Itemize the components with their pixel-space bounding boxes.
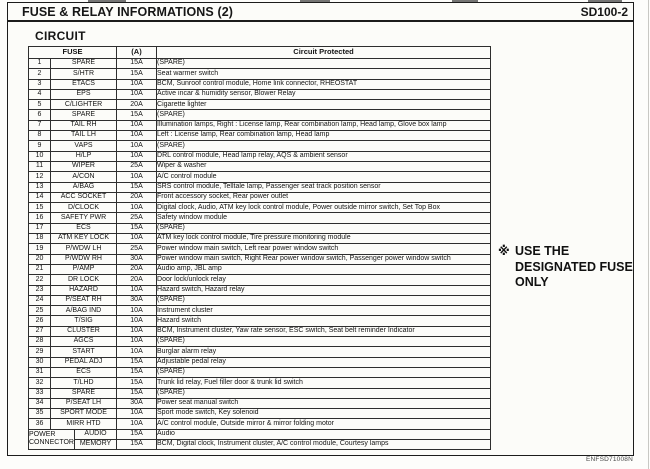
fuse-number-cell: 32: [29, 378, 51, 388]
table-header-row: [29, 47, 491, 59]
fuse-name-cell: CLUSTER: [51, 326, 117, 336]
fuse-amps-cell: 10A: [117, 337, 157, 347]
fuse-row: [29, 192, 491, 202]
fuse-number-cell: 34: [29, 398, 51, 408]
fuse-amps-cell: 25A: [117, 161, 157, 171]
fuse-number-cell: 5: [29, 100, 51, 110]
fuse-row: [29, 367, 491, 377]
fuse-name-cell: SPORT MODE: [51, 409, 117, 419]
fuse-number-cell: 22: [29, 275, 51, 285]
fuse-row: [29, 131, 491, 141]
circuit-protected-cell: Safety window module: [157, 213, 491, 223]
circuit-protected-cell: (SPARE): [157, 141, 491, 151]
fuse-name-cell: TAIL LH: [51, 131, 117, 141]
fuse-amps-cell: 15A: [117, 59, 157, 69]
fuse-row: [29, 141, 491, 151]
fuse-number-cell: 29: [29, 347, 51, 357]
fuse-amps-cell: 10A: [117, 285, 157, 295]
fuse-name-cell: SPARE: [51, 110, 117, 120]
fuse-number-cell: 35: [29, 409, 51, 419]
fuse-amps-cell: 10A: [117, 79, 157, 89]
fuse-amps-cell: 20A: [117, 100, 157, 110]
fuse-row: [29, 264, 491, 274]
power-connector-label-cell: [29, 429, 75, 450]
page-code: SD100-2: [580, 4, 628, 19]
fuse-row: [29, 213, 491, 223]
footer-code: ENFSD71008N: [586, 456, 633, 463]
page-title: FUSE & RELAY INFORMATIONS (2): [22, 4, 234, 19]
fuse-row: [29, 347, 491, 357]
fuse-name-cell: T/LHD: [51, 378, 117, 388]
circuit-protected-cell: Power window main switch, Right Rear power window switch, Passenger power window switch: [157, 254, 491, 264]
fuse-number-cell: 19: [29, 244, 51, 254]
fuse-name-cell: DR LOCK: [51, 275, 117, 285]
circuit-protected-cell: (SPARE): [157, 337, 491, 347]
circuit-protected-cell: BCM, Sunroof control module, Home link connector, RHEOSTAT: [157, 79, 491, 89]
fuse-name-cell: P/SEAT RH: [51, 295, 117, 305]
fuse-row: [29, 357, 491, 367]
fuse-number-cell: 16: [29, 213, 51, 223]
fuse-row: [29, 172, 491, 182]
circuit-protected-cell: (SPARE): [157, 367, 491, 377]
fuse-amps-cell: 15A: [117, 357, 157, 367]
fuse-number-cell: 14: [29, 192, 51, 202]
fuse-name-cell: HAZARD: [51, 285, 117, 295]
circuit-protected-cell: Illumination lamps, Right : License lamp, Rear combination lamp, Head lamp, Glove box lamp: [157, 120, 491, 130]
fuse-number-cell: 10: [29, 151, 51, 161]
fuse-row: [29, 409, 491, 419]
fuse-amps-cell: 15A: [117, 110, 157, 120]
fuse-amps-cell: 20A: [117, 264, 157, 274]
fuse-amps-cell: 10A: [117, 141, 157, 151]
page-frame: [7, 2, 634, 456]
fuse-name-cell: P/SEAT LH: [51, 398, 117, 408]
fuse-name-cell: EPS: [51, 89, 117, 99]
fuse-name-cell: T/SIG: [51, 316, 117, 326]
fuse-name-cell: ECS: [51, 367, 117, 377]
fuse-number-cell: 18: [29, 234, 51, 244]
fuse-number-cell: 6: [29, 110, 51, 120]
fuse-name-cell: A/BAG IND: [51, 306, 117, 316]
fuse-amps-cell: 15A: [117, 182, 157, 192]
fuse-number-cell: 21: [29, 264, 51, 274]
fuse-number-cell: 8: [29, 131, 51, 141]
fuse-name-cell: ETACS: [51, 79, 117, 89]
fuse-row: [29, 337, 491, 347]
fuse-number-cell: 26: [29, 316, 51, 326]
fuse-row: [29, 419, 491, 429]
fuse-number-cell: 27: [29, 326, 51, 336]
section-heading: CIRCUIT: [35, 29, 86, 43]
fuse-name-cell: SPARE: [51, 59, 117, 69]
fuse-number-cell: 4: [29, 89, 51, 99]
circuit-protected-cell: Audio: [157, 429, 491, 439]
fuse-row: [29, 234, 491, 244]
fuse-number-cell: 25: [29, 306, 51, 316]
fuse-name-cell: SPARE: [51, 388, 117, 398]
circuit-protected-cell: Trunk lid relay, Fuel filler door & trunk lid switch: [157, 378, 491, 388]
fuse-number-cell: 3: [29, 79, 51, 89]
scan-artifact: [648, 0, 649, 469]
fuse-amps-cell: 10A: [117, 409, 157, 419]
fuse-amps-cell: 10A: [117, 203, 157, 213]
fuse-row: [29, 378, 491, 388]
fuse-number-cell: 12: [29, 172, 51, 182]
fuse-row: [29, 120, 491, 130]
fuse-number-cell: 24: [29, 295, 51, 305]
fuse-name-cell: H/LP: [51, 151, 117, 161]
fuse-amps-cell: 10A: [117, 120, 157, 130]
fuse-number-cell: 9: [29, 141, 51, 151]
circuit-protected-cell: A/C control module: [157, 172, 491, 182]
fuse-amps-cell: 15A: [117, 439, 157, 449]
fuse-amps-cell: 15A: [117, 378, 157, 388]
fuse-amps-cell: 10A: [117, 131, 157, 141]
fuse-amps-cell: 15A: [117, 388, 157, 398]
fuse-row: [29, 151, 491, 161]
fuse-amps-cell: 30A: [117, 254, 157, 264]
header-amps: (A): [117, 47, 157, 59]
circuit-protected-cell: Burglar alarm relay: [157, 347, 491, 357]
fuse-row: [29, 223, 491, 233]
fuse-name-cell: TAIL RH: [51, 120, 117, 130]
power-connector-name-cell: AUDIO: [75, 429, 117, 439]
fuse-name-cell: START: [51, 347, 117, 357]
fuse-amps-cell: 10A: [117, 234, 157, 244]
fuse-amps-cell: 10A: [117, 306, 157, 316]
fuse-amps-cell: 10A: [117, 316, 157, 326]
fuse-name-cell: MIRR HTD: [51, 419, 117, 429]
fuse-name-cell: ACC SOCKET: [51, 192, 117, 202]
circuit-protected-cell: Wiper & washer: [157, 161, 491, 171]
circuit-protected-cell: Door lock/unlock relay: [157, 275, 491, 285]
fuse-row: [29, 69, 491, 79]
circuit-protected-cell: Front accessory socket, Rear power outlet: [157, 192, 491, 202]
fuse-row: [29, 398, 491, 408]
circuit-protected-cell: Adjustable pedal relay: [157, 357, 491, 367]
note-line: USE THE: [515, 244, 570, 258]
circuit-protected-cell: DRL control module, Head lamp relay, AQS & ambient sensor: [157, 151, 491, 161]
fuse-amps-cell: 10A: [117, 326, 157, 336]
fuse-row: [29, 203, 491, 213]
fuse-amps-cell: 15A: [117, 69, 157, 79]
power-connector-label-line: POWER: [29, 430, 56, 438]
fuse-name-cell: AGCS: [51, 337, 117, 347]
fuse-row: [29, 182, 491, 192]
circuit-protected-cell: (SPARE): [157, 388, 491, 398]
circuit-protected-cell: (SPARE): [157, 295, 491, 305]
power-connector-row: [29, 429, 491, 439]
fuse-number-cell: 36: [29, 419, 51, 429]
fuse-number-cell: 7: [29, 120, 51, 130]
fuse-row: [29, 59, 491, 69]
fuse-amps-cell: 10A: [117, 419, 157, 429]
fuse-row: [29, 316, 491, 326]
fuse-table: [28, 46, 491, 450]
fuse-amps-cell: 15A: [117, 223, 157, 233]
power-connector-label-line: CONNECTOR: [29, 439, 74, 447]
circuit-protected-cell: Sport mode switch, Key solenoid: [157, 409, 491, 419]
fuse-row: [29, 161, 491, 171]
fuse-name-cell: P/WDW LH: [51, 244, 117, 254]
header-circuit: Circuit Protected: [157, 47, 491, 59]
circuit-protected-cell: Audio amp, JBL amp: [157, 264, 491, 274]
fuse-amps-cell: 30A: [117, 398, 157, 408]
fuse-amps-cell: 30A: [117, 295, 157, 305]
circuit-protected-cell: BCM, Digital clock, Instrument cluster, A/C control module, Courtesy lamps: [157, 439, 491, 449]
circuit-protected-cell: Seat warmer switch: [157, 69, 491, 79]
fuse-row: [29, 388, 491, 398]
circuit-protected-cell: Hazard switch, Hazard relay: [157, 285, 491, 295]
fuse-name-cell: P/AMP: [51, 264, 117, 274]
fuse-amps-cell: 15A: [117, 367, 157, 377]
fuse-amps-cell: 20A: [117, 275, 157, 285]
fuse-number-cell: 30: [29, 357, 51, 367]
fuse-name-cell: ATM KEY LOCK: [51, 234, 117, 244]
fuse-row: [29, 254, 491, 264]
fuse-name-cell: P/WDW RH: [51, 254, 117, 264]
note-line: DESIGNATED FUSE: [515, 259, 633, 274]
fuse-row: [29, 295, 491, 305]
fuse-name-cell: S/HTR: [51, 69, 117, 79]
fuse-number-cell: 23: [29, 285, 51, 295]
fuse-name-cell: C/LIGHTER: [51, 100, 117, 110]
fuse-name-cell: D/CLOCK: [51, 203, 117, 213]
circuit-protected-cell: Active incar & humidity sensor, Blower Relay: [157, 89, 491, 99]
fuse-amps-cell: 25A: [117, 244, 157, 254]
fuse-amps-cell: 10A: [117, 347, 157, 357]
fuse-number-cell: 15: [29, 203, 51, 213]
fuse-number-cell: 33: [29, 388, 51, 398]
circuit-protected-cell: BCM, Instrument cluster, Yaw rate sensor, ESC switch, Seat belt reminder Indicator: [157, 326, 491, 336]
note-text: [515, 244, 633, 291]
circuit-protected-cell: Left : License lamp, Rear combination lamp, Head lamp: [157, 131, 491, 141]
fuse-row: [29, 110, 491, 120]
circuit-protected-cell: A/C control module, Outside mirror & mirror folding motor: [157, 419, 491, 429]
fuse-name-cell: VAPS: [51, 141, 117, 151]
circuit-protected-cell: Digital clock, Audio, ATM key lock control module, Power outside mirror switch, Set Top Box: [157, 203, 491, 213]
fuse-number-cell: 13: [29, 182, 51, 192]
fuse-name-cell: A/BAG: [51, 182, 117, 192]
fuse-name-cell: ECS: [51, 223, 117, 233]
fuse-name-cell: PEDAL ADJ: [51, 357, 117, 367]
fuse-number-cell: 11: [29, 161, 51, 171]
fuse-row: [29, 79, 491, 89]
fuse-row: [29, 326, 491, 336]
circuit-protected-cell: ATM key lock control module, Tire pressure monitoring module: [157, 234, 491, 244]
fuse-amps-cell: 15A: [117, 429, 157, 439]
fuse-row: [29, 89, 491, 99]
reference-mark-icon: ※: [498, 244, 510, 258]
fuse-row: [29, 285, 491, 295]
fuse-row: [29, 306, 491, 316]
fuse-amps-cell: 10A: [117, 172, 157, 182]
power-connector-name-cell: MEMORY: [75, 439, 117, 449]
fuse-amps-cell: 25A: [117, 213, 157, 223]
fuse-row: [29, 100, 491, 110]
circuit-protected-cell: Cigarette lighter: [157, 100, 491, 110]
fuse-name-cell: A/CON: [51, 172, 117, 182]
title-bar: [8, 3, 633, 22]
fuse-amps-cell: 10A: [117, 89, 157, 99]
circuit-protected-cell: Power seat manual switch: [157, 398, 491, 408]
power-connector-row: [29, 439, 491, 449]
fuse-number-cell: 2: [29, 69, 51, 79]
fuse-row: [29, 244, 491, 254]
fuse-number-cell: 28: [29, 337, 51, 347]
fuse-amps-cell: 10A: [117, 151, 157, 161]
fuse-number-cell: 1: [29, 59, 51, 69]
fuse-number-cell: 31: [29, 367, 51, 377]
circuit-protected-cell: (SPARE): [157, 223, 491, 233]
fuse-amps-cell: 20A: [117, 192, 157, 202]
note-line: ONLY: [515, 275, 549, 289]
fuse-number-cell: 17: [29, 223, 51, 233]
designated-fuse-note: [498, 244, 648, 291]
circuit-protected-cell: SRS control module, Telltale lamp, Passenger seat track position sensor: [157, 182, 491, 192]
fuse-row: [29, 275, 491, 285]
header-fuse: FUSE: [29, 47, 117, 59]
circuit-protected-cell: Instrument cluster: [157, 306, 491, 316]
circuit-protected-cell: Hazard switch: [157, 316, 491, 326]
fuse-name-cell: WIPER: [51, 161, 117, 171]
circuit-protected-cell: (SPARE): [157, 59, 491, 69]
fuse-name-cell: SAFETY PWR: [51, 213, 117, 223]
fuse-number-cell: 20: [29, 254, 51, 264]
circuit-protected-cell: Power window main switch, Left rear power window switch: [157, 244, 491, 254]
circuit-protected-cell: (SPARE): [157, 110, 491, 120]
